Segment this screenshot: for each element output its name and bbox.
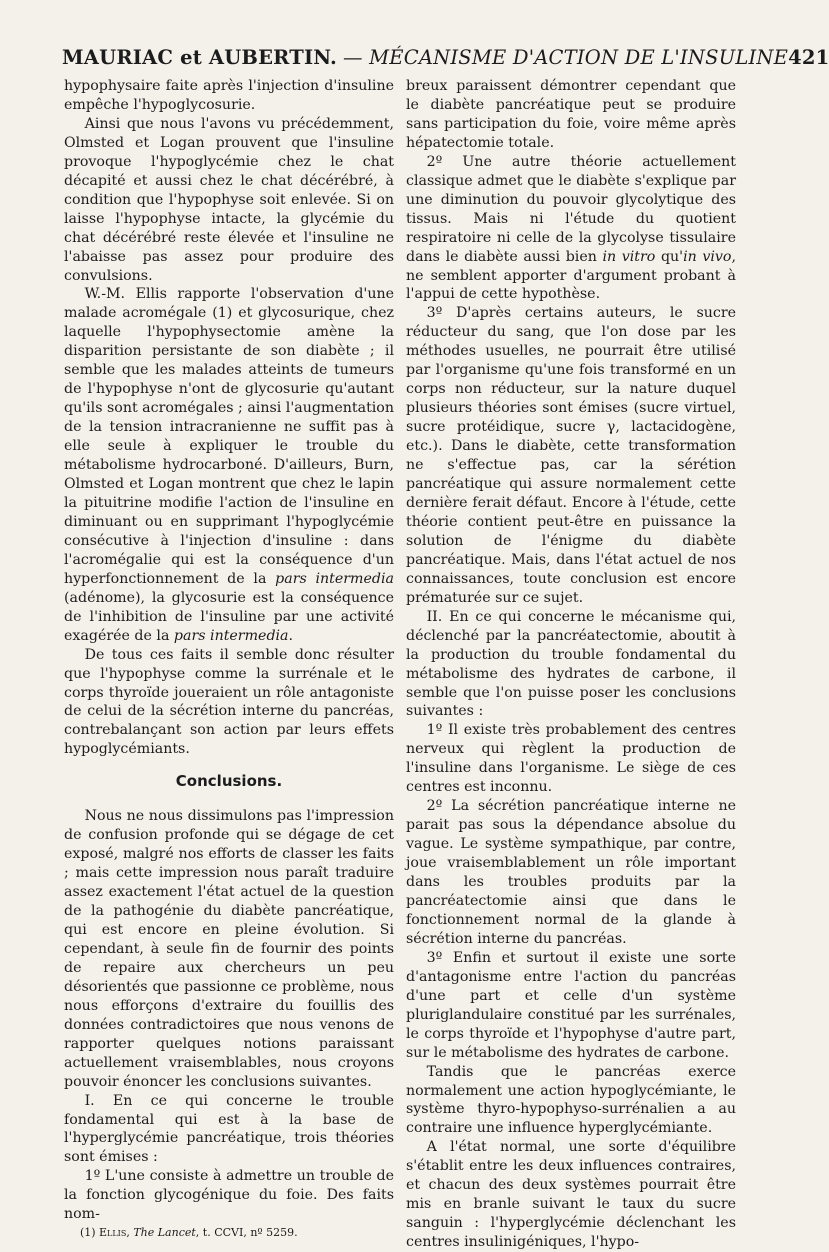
header-authors: MAURIAC et AUBERTIN. [62,46,338,69]
paragraph: 2º La sécrétion pancréatique interne ne parait pas sous la dépendance absolue du vague. Le système sympathique, par contre, joue vraisemblablement un rôle important dans les troubles produits par la pancréatectomie ainsi que dans le fonctionnement normal de la glande à sécrétion interne du pancréas. [406,798,736,947]
running-header [62,46,829,69]
paragraph [406,153,736,305]
paragraph: A l'état normal, une sorte d'équilibre s'établit entre les deux influences contraires, et chacun des deux systèmes pourrait être mis en branle suivant le taux du sucre sanguin : l'hyperglycémie déclenchant les centres insulinigéniques, l'hypo- [406,1139,736,1251]
left-column [64,77,394,1243]
paragraph: I. En ce qui concerne le trouble fondamental qui est à la base de l'hyperglycémie pancréatique, trois théories sont émises : [64,1092,394,1166]
page-number: 421 [788,46,829,69]
paragraph: breux paraissent démontrer cependant que le diabète pancréatique peut se produire sans participation du foie, voire même après hépatectomie totale. [406,78,736,151]
paragraph: 1º Il existe très probablement des centres nerveux qui règlent la production de l'insuline dans l'organisme. Le siège de ces centres est inconnu. [406,722,736,796]
italic-term: in vitro [602,248,656,265]
text-run: . [288,627,294,644]
paragraph: II. En ce qui concerne le mécanisme qui, déclenché par la pancréatectomie, aboutit à la production du trouble fondamental du métabolisme des hydrates de carbone, il semble que l'on puisse poser les conclusions suivantes : [406,608,736,720]
footnote-journal: The Lancet [133,1226,196,1240]
paragraph: 3º D'après certains auteurs, le sucre réducteur du sang, que l'on dose par les méthodes usuelles, ne pourrait être utilisé par l'organisme qu'une fois transformé en un corps non réducteur, sur la nature duquel plusieurs théories sont émises (sucre virtuel, sucre protéidique, sucre γ, lactacidogène, etc.). Dans le diabète, cette transformation ne s'effectue pas, car la sérétion pancréatique qui assure normalement cette dernière ferait défaut. Encore à l'étude, cette théorie contient peut-être en puissance la solution de l'énigme du diabète pancréatique. Mais, dans l'état actuel de nos connaissances, toute conclusion est encore prématurée sur ce sujet. [406,305,736,606]
header-title: — MÉCANISME D'ACTION DE L'INSULINE [343,46,789,69]
paragraph: Nous ne nous dissimulons pas l'impression de confusion profonde qui se dégage de cet exposé, malgré nos efforts de classer les faits ; mais cette impression nous paraît traduire assez exactement l'état actuel de la question de la pathogénie du diabète pancréatique, qui est encore en pleine évolution. Si cependant, à seule fin de fournir des points de repaire aux chercheurs un peu désorientés que passionne ce problème, nous nous efforçons d'extraire du fouillis des données contradictoires que nous venons de rapporter quelques notions paraissant actuellement vraisemblables, nous croyons pouvoir énoncer les conclusions suivantes. [64,808,394,1090]
text-run: qu' [655,248,684,265]
paragraph: Ainsi que nous l'avons vu précédemment, Olmsted et Logan prouvent que l'insuline provoque l'hypoglycémie chez le chat décapité et aussi chez le chat décérébré, à condition que l'hypophyse soit enlevée. Si on laisse l'hypophyse intacte, la glycémie du chat décérébré reste élevée et l'insuline ne l'abaisse pas assez pour produire des convulsions. [64,115,394,284]
paragraph [64,285,394,645]
text-run: , ne semblent apporter d'argument probant à l'appui de cette hypothèse. [406,248,736,303]
italic-term: pars intermedia [275,570,394,587]
text-run: (adénome), la glycosurie est la conséquence de l'inhibition de l'insuline par une activité exagérée de la [64,589,394,644]
footnote-ref: , t. CCVI, nº 5259. [195,1226,298,1240]
footnote-number: (1) [79,1226,96,1240]
footnote-author: Ellis [99,1226,127,1240]
footnote: (1) Ellis, The Lancet, t. CCVI, nº 5259. [79,1226,298,1240]
italic-term: in vivo [683,248,732,265]
right-column [406,77,736,1252]
paragraph: Tandis que le pancréas exerce normalement une action hypoglycémiante, le système thyro-hypophyso-surrénalien a au contraire une influence hyperglycémiante. [406,1063,736,1137]
text-run: W.-M. Ellis rapporte l'observation d'une malade acromégale (1) et glycosurique, chez laquelle l'hypophysectomie amène la disparition persistante de son diabète ; il semble que les malades atteints de tumeurs de l'hypophyse n'ont de glycosurie qu'autant qu'ils sont acromégales ; ainsi l'augmentation de la tension intracranienne ne suffit pas à elle seule à expliquer le trouble du métabolisme hydrocarboné. D'ailleurs, Burn, Olmsted et Logan montrent que chez le lapin la pituitrine modifie l'action de l'insuline en diminuant ou en supprimant l'hypoglycémie consécutive à l'injection d'insuline : dans l'acromégalie qui est la conséquence d'un hyperfonctionnement de la [64,286,394,587]
paragraph: De tous ces faits il semble donc résulter que l'hypophyse comme la surrénale et le corps thyroïde joueraient un rôle antagoniste de celui de la sécrétion interne du pancréas, contrebalançant son action par leurs effets hypoglycémiants. [64,646,394,758]
paragraph: hypophysaire faite après l'injection d'insuline empêche l'hypoglycosurie. [64,78,394,113]
italic-term: pars intermedia [173,627,289,644]
header-left [62,46,788,69]
text-run: 2º Une autre théorie actuellement classique admet que le diabète s'explique par une diminution du pouvoir glycolytique des tissus. Mais ni l'étude du quotient respiratoire ni celle de la glycolyse tissulaire dans le diabète aussi bien [406,153,736,265]
paragraph: 3º Enfin et surtout il existe une sorte d'antagonisme entre l'action du pancréas d'une part et celle d'un système pluriglandulaire constitué par les surrénales, le corps thyroïde et l'hypophyse d'autre part, sur le métabolisme des hydrates de carbone. [406,949,736,1061]
section-heading: Conclusions. [175,772,283,791]
paragraph: 1º L'une consiste à admettre un trouble de la fonction glycogénique du foie. Des faits nom- [64,1168,394,1223]
